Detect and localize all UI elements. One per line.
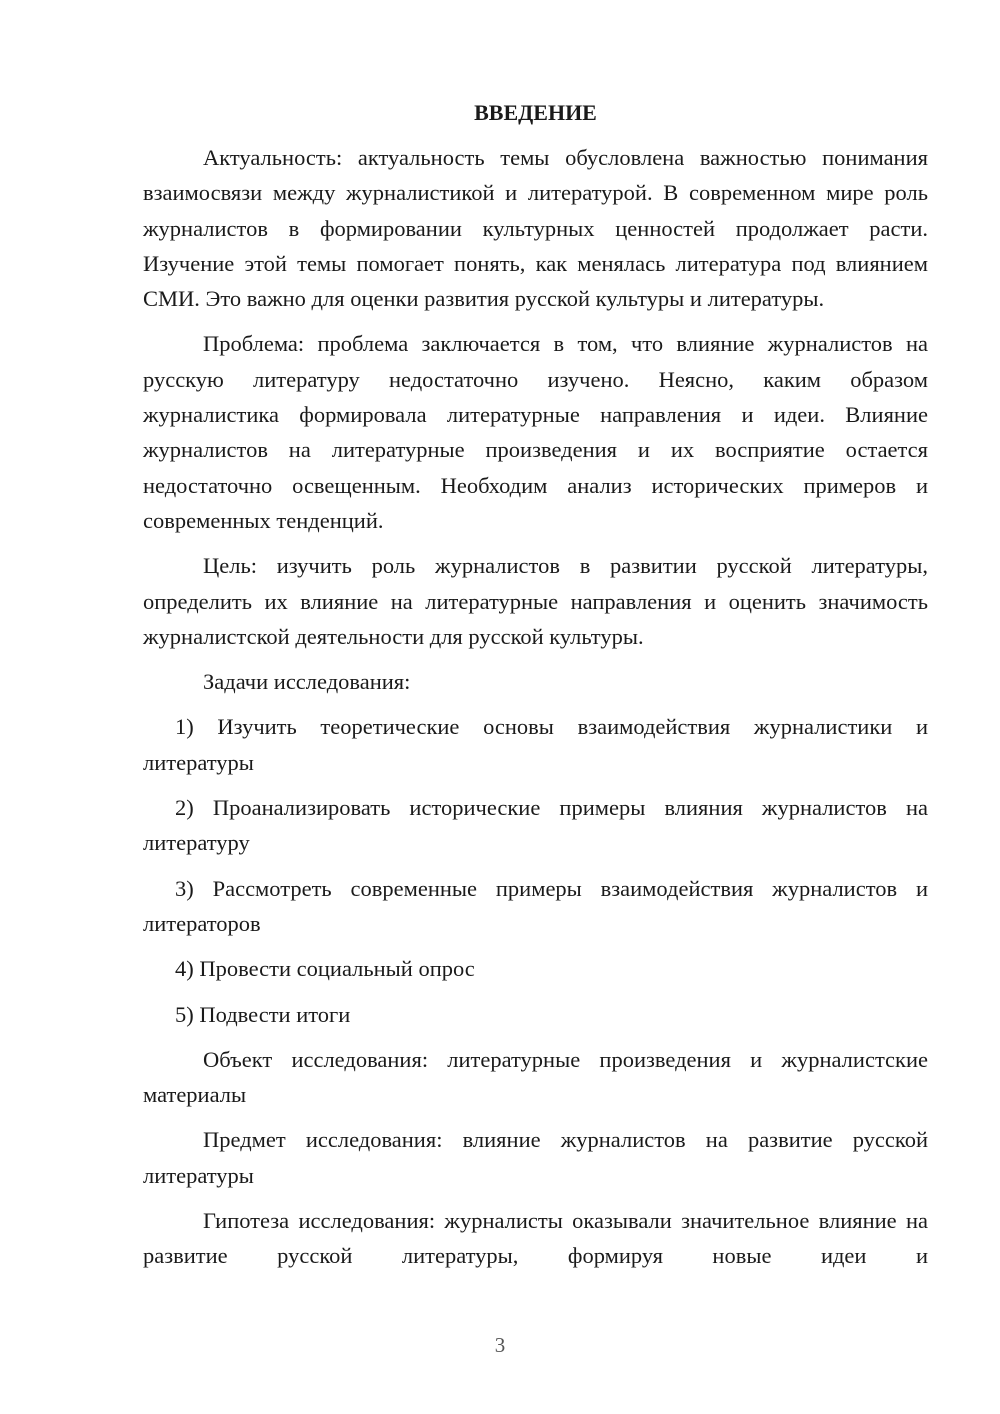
task-item-2: 2) Проанализировать исторические примеры влияния журналистов на литературу [143, 795, 928, 856]
paragraph-goal: Цель: изучить роль журналистов в развитии русской литературы, определить их влияние на литературные направления и оценить значимость журналистской деятельности для русской культуры. [143, 553, 928, 649]
paragraph-problem: Проблема: проблема заключается в том, что влияние журналистов на русскую литературу недостаточно изучено. Неясно, каким образом журналистика формировала литературные направления и идеи. Влияние журналистов на литературные произведения и их восприятие остается недостаточно освещенным. Необходим анализ исторических примеров и современных тенденций. [143, 331, 928, 533]
task-item-4: 4) Провести социальный опрос [175, 956, 475, 982]
paragraph-object: Объект исследования: литературные произведения и журналистские материалы [143, 1046, 928, 1108]
page-content [143, 96, 928, 1284]
page-number: 3 [494, 1333, 506, 1357]
paragraph-subject: Предмет исследования: влияние журналистов на развитие русской литературы [143, 1127, 928, 1188]
paragraph-relevance: Актуальность: актуальность темы обусловлена важностью понимания взаимосвязи между журналистикой и литературой. В современном мире роль журналистов в формировании культурных ценностей продолжает расти. Изучение этой темы помогает понять, как менялась литература под влиянием СМИ. Это важно для оценки развития русской культуры и литературы. [143, 145, 928, 312]
task-item-1: 1) Изучить теоретические основы взаимодействия журналистики и литературы [143, 714, 928, 775]
task-item-5: 5) Подвести итоги [175, 1001, 351, 1027]
section-heading: ВВЕДЕНИЕ [474, 100, 597, 125]
tasks-title: Задачи исследования: [203, 669, 411, 695]
paragraph-hypothesis: Гипотеза исследования: журналисты оказывали значительное влияние на развитие русской литературы, формируя новые идеи и [143, 1208, 928, 1269]
task-item-3: 3) Рассмотреть современные примеры взаимодействия журналистов и литераторов [143, 875, 928, 936]
